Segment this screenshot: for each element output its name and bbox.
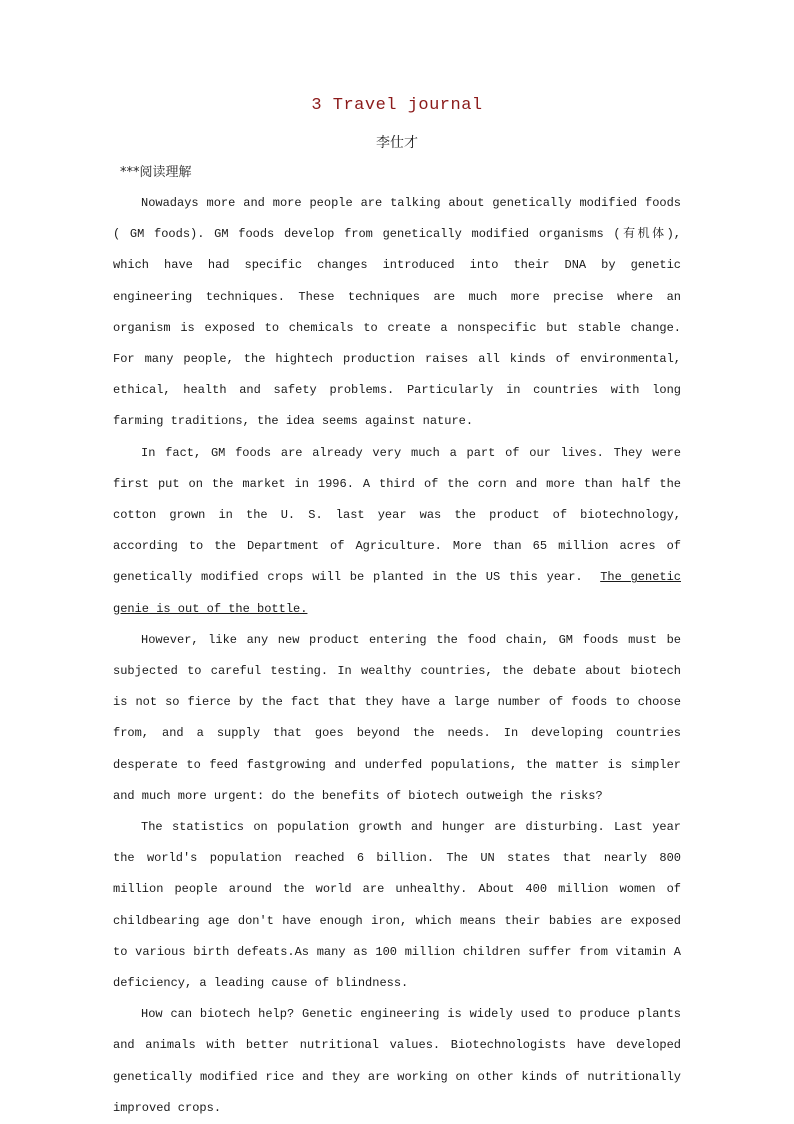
- underlined-sentence: The genetic genie is out of the bottle.: [113, 570, 681, 616]
- paragraph-text: However, like any new product entering the food chain, GM foods must be subjected to careful testing. In wealthy countries, the debate about biotech is not so fierce by the fact that they have a large number of foods to choose from, and a supply that goes beyond the needs. In developing countries desperate to feed fastgrowing and underfed populations, the matter is simpler and much more urgent: do the benefits of biotech outweigh the risks?: [113, 632, 681, 803]
- document-title: 3 Travel journal: [311, 96, 483, 115]
- paragraph-4: [113, 812, 681, 999]
- paragraph-text: In fact, GM foods are already very much a part of our lives. They were first put on the market in 1996. A third of the corn and more than half the cotton grown in the U. S. last year was the product of biotechnology, according to the Department of Agriculture. More than 65 million acres of genetically modified crops will be planted in the US this year.: [113, 445, 689, 585]
- paragraph-2: [113, 438, 689, 625]
- paragraph-text: The statistics on population growth and hunger are disturbing. Last year the world's population reached 6 billion. The UN states that nearly 800 million people around the world are unhealthy. About 400 million women of childbearing age don't have enough iron, which means their babies are exposed to various birth defeats.As many as 100 million children suffer from vitamin A deficiency, a leading cause of blindness.: [113, 820, 681, 991]
- paragraph-1: [113, 188, 681, 438]
- paragraph-text: How can biotech help? Genetic engineering is widely used to produce plants and animals with better nutritional values. Biotechnologists have developed genetically modified rice and they are working on other kinds of nutritionally improved crops.: [113, 1007, 681, 1115]
- author-name: 李仕才: [376, 135, 418, 151]
- article-body: [113, 188, 689, 1124]
- paragraph-5: [113, 999, 681, 1124]
- paragraph-3: [113, 625, 681, 812]
- paragraph-text: Nowadays more and more people are talking about genetically modified foods ( GM foods). GM foods develop from genetically modified organisms (有机体), which have had specific changes introduced into their DNA by genetic engineering techniques. These techniques are much more precise where an organism is exposed to chemicals to create a nonspecific but stable change. For many people, the hightech production raises all kinds of environmental, ethical, health and safety problems. Particularly in countries with long farming traditions, the idea seems against nature.: [113, 196, 681, 429]
- section-label: ***阅读理解: [120, 165, 192, 180]
